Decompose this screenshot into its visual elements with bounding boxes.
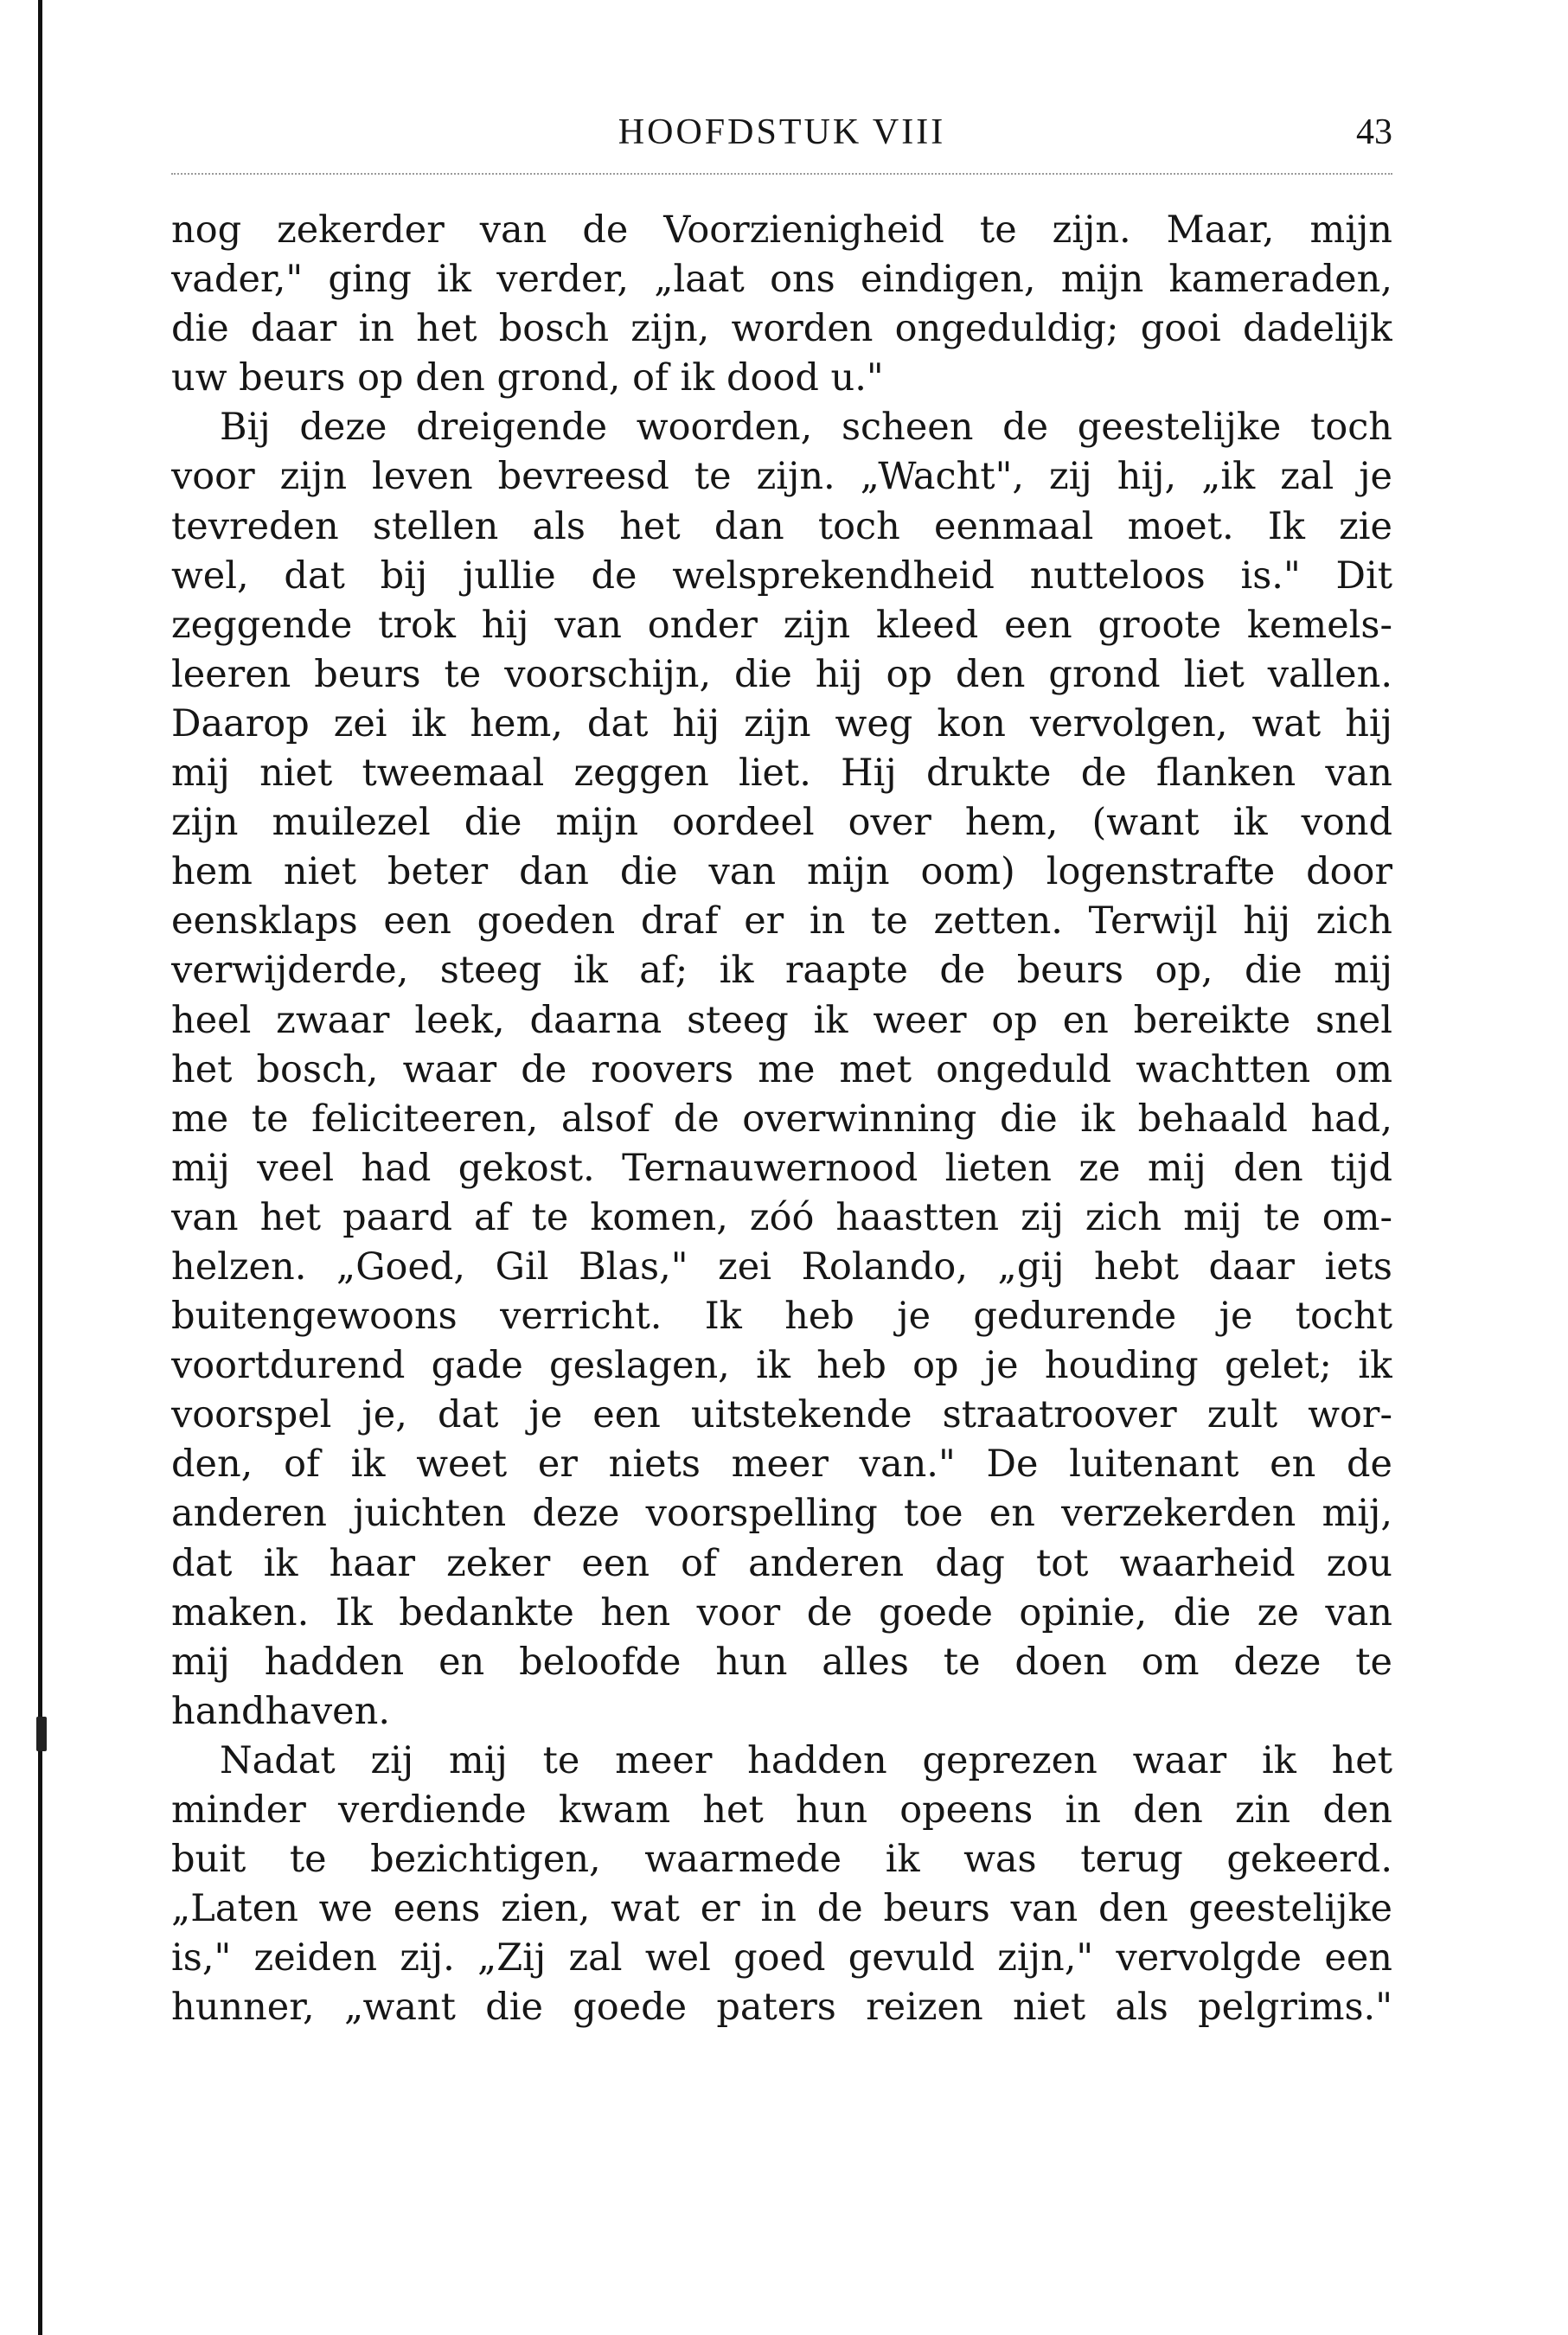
text-line: hunner, „want die goede paters reizen niet als pelgrims." [171,1986,1392,2030]
text-line: mij niet tweemaal zeggen liet. Hij drukte de flanken van [171,752,1392,796]
text-line: voortdurend gade geslagen, ik heb op je houding gelet; ik [171,1344,1392,1388]
text-line: dat ik haar zeker een of anderen dag tot waarheid zou [171,1541,1392,1585]
text-line: vader," ging ik verder, „laat ons eindigen, mijn kameraden, [171,258,1392,302]
text-line: het bosch, waar de roovers me met ongeduld wachtten om [171,1047,1392,1091]
text-line: Nadat zij mij te meer hadden geprezen waar ik het [220,1738,1392,1782]
text-line: maken. Ik bedankte hen voor de goede opinie, die ze van [171,1590,1392,1634]
header-rule [171,173,1392,175]
text-line: nog zekerder van de Voorzienigheid te zijn. Maar, mijn [171,208,1392,252]
text-line: mij hadden en beloofde hun alles te doen om deze te [171,1640,1392,1684]
text-line: heel zwaar leek, daarna steeg ik weer op en bereikte snel [171,998,1392,1042]
text-line: leeren beurs te voorschijn, die hij op den grond liet vallen. [171,652,1392,696]
text-line: tevreden stellen als het dan toch eenmaal moet. Ik zie [171,504,1392,548]
text-line: eensklaps een goeden draf er in te zetten. Terwijl hij zich [171,899,1392,944]
text-line: van het paard af te komen, zóó haastten zij zich mij te om- [171,1195,1392,1239]
text-line: „Laten we eens zien, wat er in de beurs van den geestelijke [171,1887,1392,1931]
text-line: zijn muilezel die mijn oordeel over hem, (want ik vond [171,801,1392,845]
text-line: wel, dat bij jullie de welsprekendheid nutteloos is." Dit [171,553,1392,598]
text-line: uw beurs op den grond, of ik dood u." [171,356,884,400]
binding-edge [38,0,42,2335]
text-line: voor zijn leven bevreesd te zijn. „Wacht", zij hij, „ik zal je [171,455,1392,499]
text-line: Bij deze dreigende woorden, scheen de geestelijke toch [220,406,1392,450]
text-line: helzen. „Goed, Gil Blas," zei Rolando, „gij hebt daar iets [171,1244,1392,1289]
text-line: handhaven. [171,1689,390,1733]
text-line: die daar in het bosch zijn, worden ongeduldig; gooi dadelijk [171,307,1392,351]
text-line: den, of ik weet er niets meer van." De luitenant en de [171,1443,1392,1487]
page-header [171,102,1392,163]
text-line: mij veel had gekost. Ternauwernood lieten ze mij den tijd [171,1146,1392,1190]
binding-mark [36,1717,47,1751]
text-line: buitengewoons verricht. Ik heb je gedurende je tocht [171,1295,1392,1339]
text-line: zeggende trok hij van onder zijn kleed een groote kemels- [171,603,1392,647]
text-line: verwijderde, steeg ik af; ik raapte de beurs op, die mij [171,949,1392,993]
page-number: 43 [1356,112,1392,152]
text-line: me te feliciteeren, alsof de overwinning die ik behaald had, [171,1097,1392,1141]
text-line: Daarop zei ik hem, dat hij zijn weg kon vervolgen, wat hij [171,701,1392,745]
text-line: is," zeiden zij. „Zij zal wel goed gevuld zijn," vervolgde een [171,1936,1392,1980]
text-line: anderen juichten deze voorspelling toe en verzekerden mij, [171,1492,1392,1536]
text-line: minder verdiende kwam het hun opeens in den zin den [171,1788,1392,1832]
text-line: voorspel je, dat je een uitstekende straatroover zult wor- [171,1393,1392,1437]
text-line: hem niet beter dan die van mijn oom) logenstrafte door [171,850,1392,894]
text-line: buit te bezichtigen, waarmede ik was terug gekeerd. [171,1838,1392,1882]
body-text [171,206,1392,2032]
running-title: HOOFDSTUK VIII [618,112,946,152]
